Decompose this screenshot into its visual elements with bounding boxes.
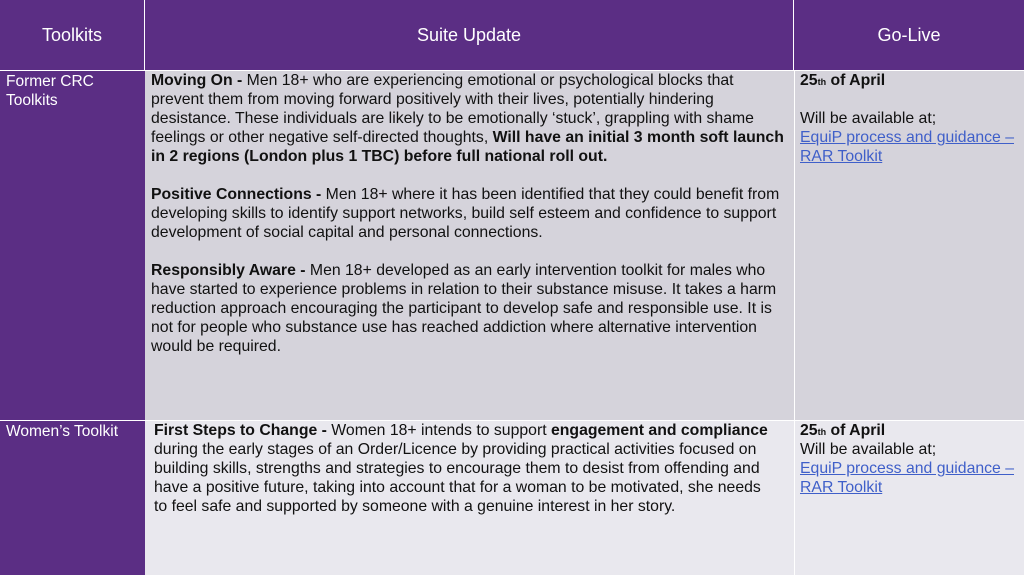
toolkit-name-former-crc: Former CRC Toolkits (0, 70, 145, 420)
rar-toolkit-link[interactable]: EquiP process and guidance – RAR Toolkit (800, 460, 1014, 496)
availability-label: Will be available at; (800, 110, 937, 127)
header-suite-update: Suite Update (145, 0, 794, 70)
responsibly-aware-title: Responsibly Aware - (151, 262, 306, 279)
first-steps-description: First Steps to Change - Women 18+ intends to support engagement and compliance during the early stages of an Order/Licence by providing practical activities focused on building skills, strengths and strategies to encourage them to desist from offending and have a positive future, taking into account that for a woman to be motivated, she needs to feel safe and supported by someone with a genuine interest in her story. (154, 422, 768, 515)
suite-update-former-crc (145, 70, 794, 420)
header-go-live: Go-Live (794, 0, 1024, 70)
rar-toolkit-link[interactable]: EquiP process and guidance – RAR Toolkit (800, 129, 1014, 165)
go-live-date: 25th of April (800, 72, 886, 89)
positive-connections-description: Positive Connections - Men 18+ where it has been identified that they could benefit from developing skills to identify support networks, build self esteem and confidence to support development of social capital and personal connections. (151, 186, 780, 241)
go-live-date: 25th of April (800, 422, 886, 439)
toolkit-name-womens: Women’s Toolkit (0, 420, 145, 575)
moving-on-launch-note: Will have an initial 3 month soft launch in 2 regions (London plus 1 TBC) before full national roll out. (151, 129, 784, 165)
availability-label: Will be available at; (800, 441, 937, 458)
moving-on-title: Moving On - (151, 72, 243, 89)
header-toolkits: Toolkits (0, 0, 145, 70)
positive-connections-title: Positive Connections - (151, 186, 322, 203)
suite-update-womens (145, 420, 794, 575)
responsibly-aware-description: Responsibly Aware - Men 18+ developed as an early intervention toolkit for males who have started to experience problems in relation to their substance misuse. It takes a harm reduction approach encouraging the participant to develop safe and responsible use. It is not for people who substance use has reached addiction where alternative intervention would be required. (151, 262, 777, 355)
go-live-womens (794, 420, 1024, 575)
moving-on-description: Moving On - Men 18+ who are experiencing emotional or psychological blocks that prevent them from moving forward positively with their lives, potentially hindering desistance. These individuals are likely to be emotionally ‘stuck’, grappling with shame feelings or other negative self-directed thoughts, Will have an initial 3 month soft launch in 2 regions (London plus 1 TBC) before full national roll out. (151, 72, 784, 165)
first-steps-title: First Steps to Change - (154, 422, 327, 439)
go-live-former-crc (794, 70, 1024, 420)
